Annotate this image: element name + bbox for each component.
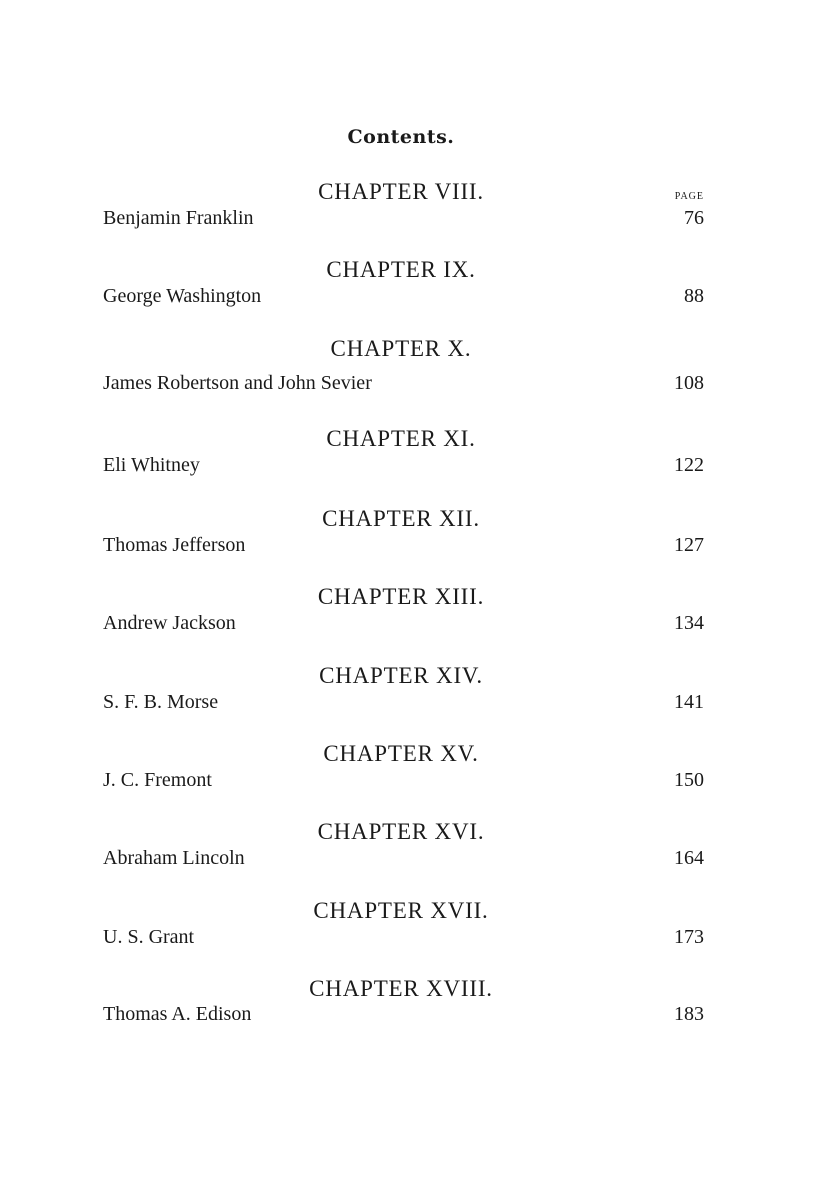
toc-entry-page: 122 [674,454,704,476]
chapter-heading: CHAPTER XIII. [317,584,485,609]
toc-entry-title: Andrew Jackson [103,612,236,634]
toc-entry-title: S. F. B. Morse [103,691,219,713]
toc-entry-title: Thomas A. Edison [103,1003,252,1025]
toc-entry-title: Abraham Lincoln [103,847,245,869]
chapter-heading: CHAPTER XII. [322,506,480,531]
chapter-heading: CHAPTER XVIII. [309,976,493,1001]
toc-entry-page: 141 [674,691,704,713]
toc-entry-page: 88 [684,285,704,307]
page-column-label: PAGE [674,191,704,202]
toc-entry-title: Thomas Jefferson [103,534,246,556]
toc-entry-page: 76 [684,207,704,229]
toc-entry-page: 164 [674,847,704,869]
chapter-heading: CHAPTER XV. [323,741,479,766]
toc-entry-title: J. C. Fremont [103,769,212,791]
chapter-heading: CHAPTER XVII. [313,898,489,923]
toc-entry-page: 183 [674,1003,704,1025]
toc-entry-title: James Robertson and John Sevier [103,372,372,394]
toc-entry-page: 127 [674,534,704,556]
chapter-heading: CHAPTER XIV. [319,663,483,688]
chapter-heading: CHAPTER XVI. [317,819,485,844]
toc-entry-title: Benjamin Franklin [103,207,254,229]
toc-entry-page: 108 [674,372,704,394]
chapter-heading: CHAPTER XI. [326,426,476,451]
toc-entry-title: Eli Whitney [103,454,200,476]
chapter-heading: CHAPTER VIII. [318,179,484,204]
chapter-heading: CHAPTER X. [330,336,472,361]
toc-entry-page: 173 [674,926,704,948]
toc-entry-page: 134 [674,612,704,634]
toc-entry-title: U. S. Grant [103,926,195,948]
toc-entry-page: 150 [674,769,704,791]
chapter-heading: CHAPTER IX. [326,257,476,282]
page-title: Contents. [347,126,455,148]
toc-entry-title: George Washington [103,285,262,307]
